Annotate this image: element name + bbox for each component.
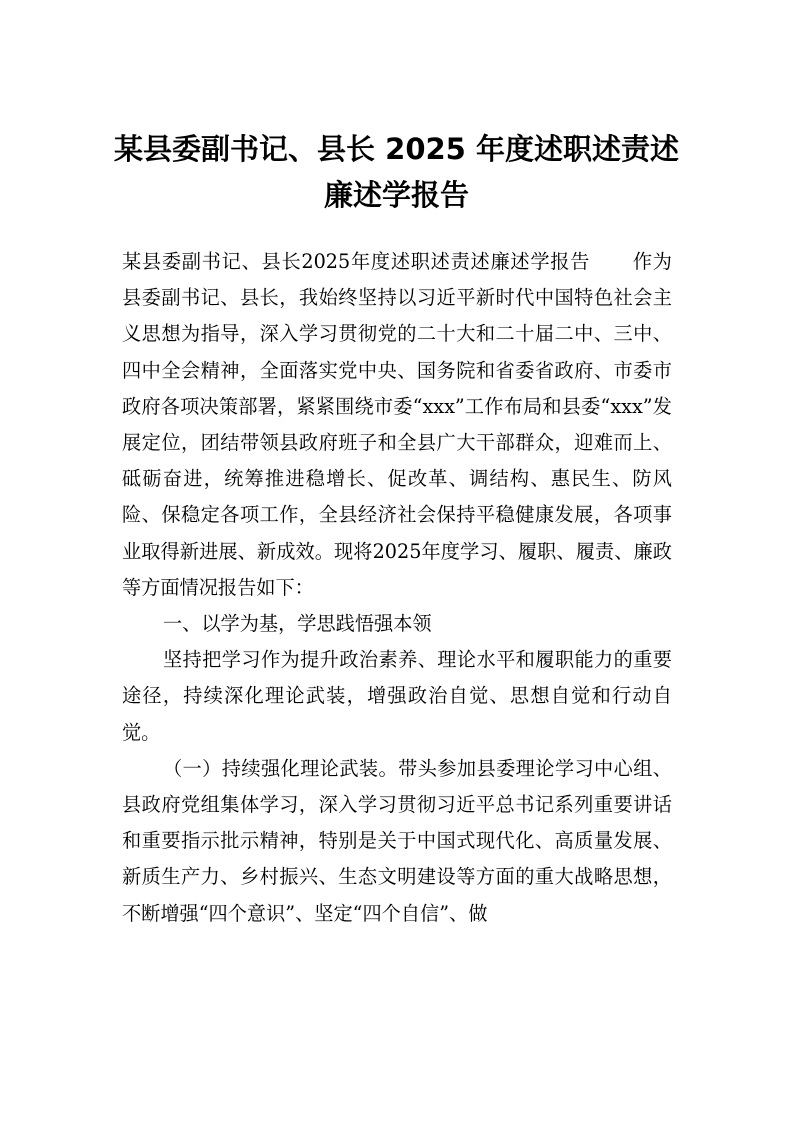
intro-paragraph	[122, 244, 672, 606]
document-body	[122, 244, 672, 932]
section-1-intro-paragraph: 坚持把学习作为提升政治素养、理论水平和履职能力的重要途径，持续深化理论武装，增强政治自觉、思想自觉和行动自觉。	[122, 648, 672, 744]
intro-heading: 某县委副书记、县长2025年度述职述责述廉述学报告	[122, 250, 591, 273]
subsection-1-paragraph: （一）持续强化理论武装。带头参加县委理论学习中心组、县政府党组集体学习，深入学习贯彻习近平总书记系列重要讲话和重要指示批示精神，特别是关于中国式现代化、高质量发展、新质生产力、乡村振兴、生态文明建设等方面的重大战略思想，不断增强“四个意识”、坚定“四个自信”、做	[122, 756, 672, 925]
document-title-line-2: 廉述学报告	[323, 178, 469, 212]
section-heading-1: 一、以学为基，学思践悟强本领	[163, 612, 432, 636]
document-title-line-1: 某县委副书记、县长 2025 年度述职述责述	[114, 132, 679, 166]
intro-text: 作为县委副书记、县长，我始终坚持以习近平新时代中国特色社会主义思想为指导，深入学习贯彻党的二十大和二十届二中、三中、四中全会精神，全面落实党中央、国务院和省委省政府、市委市政府各项决策部署，紧紧围绕市委“xxx”工作布局和县委“xxx”发展定位，团结带领县政府班子和全县广大干部群众，迎难而上、砥砺奋进，统筹推进稳增长、促改革、调结构、惠民生、防风险、保稳定各项工作，全县经济社会保持平稳健康发展，各项事业取得新进展、新成效。现将2025年度学习、履职、履责、廉政等方面情况报告如下：	[122, 250, 672, 599]
